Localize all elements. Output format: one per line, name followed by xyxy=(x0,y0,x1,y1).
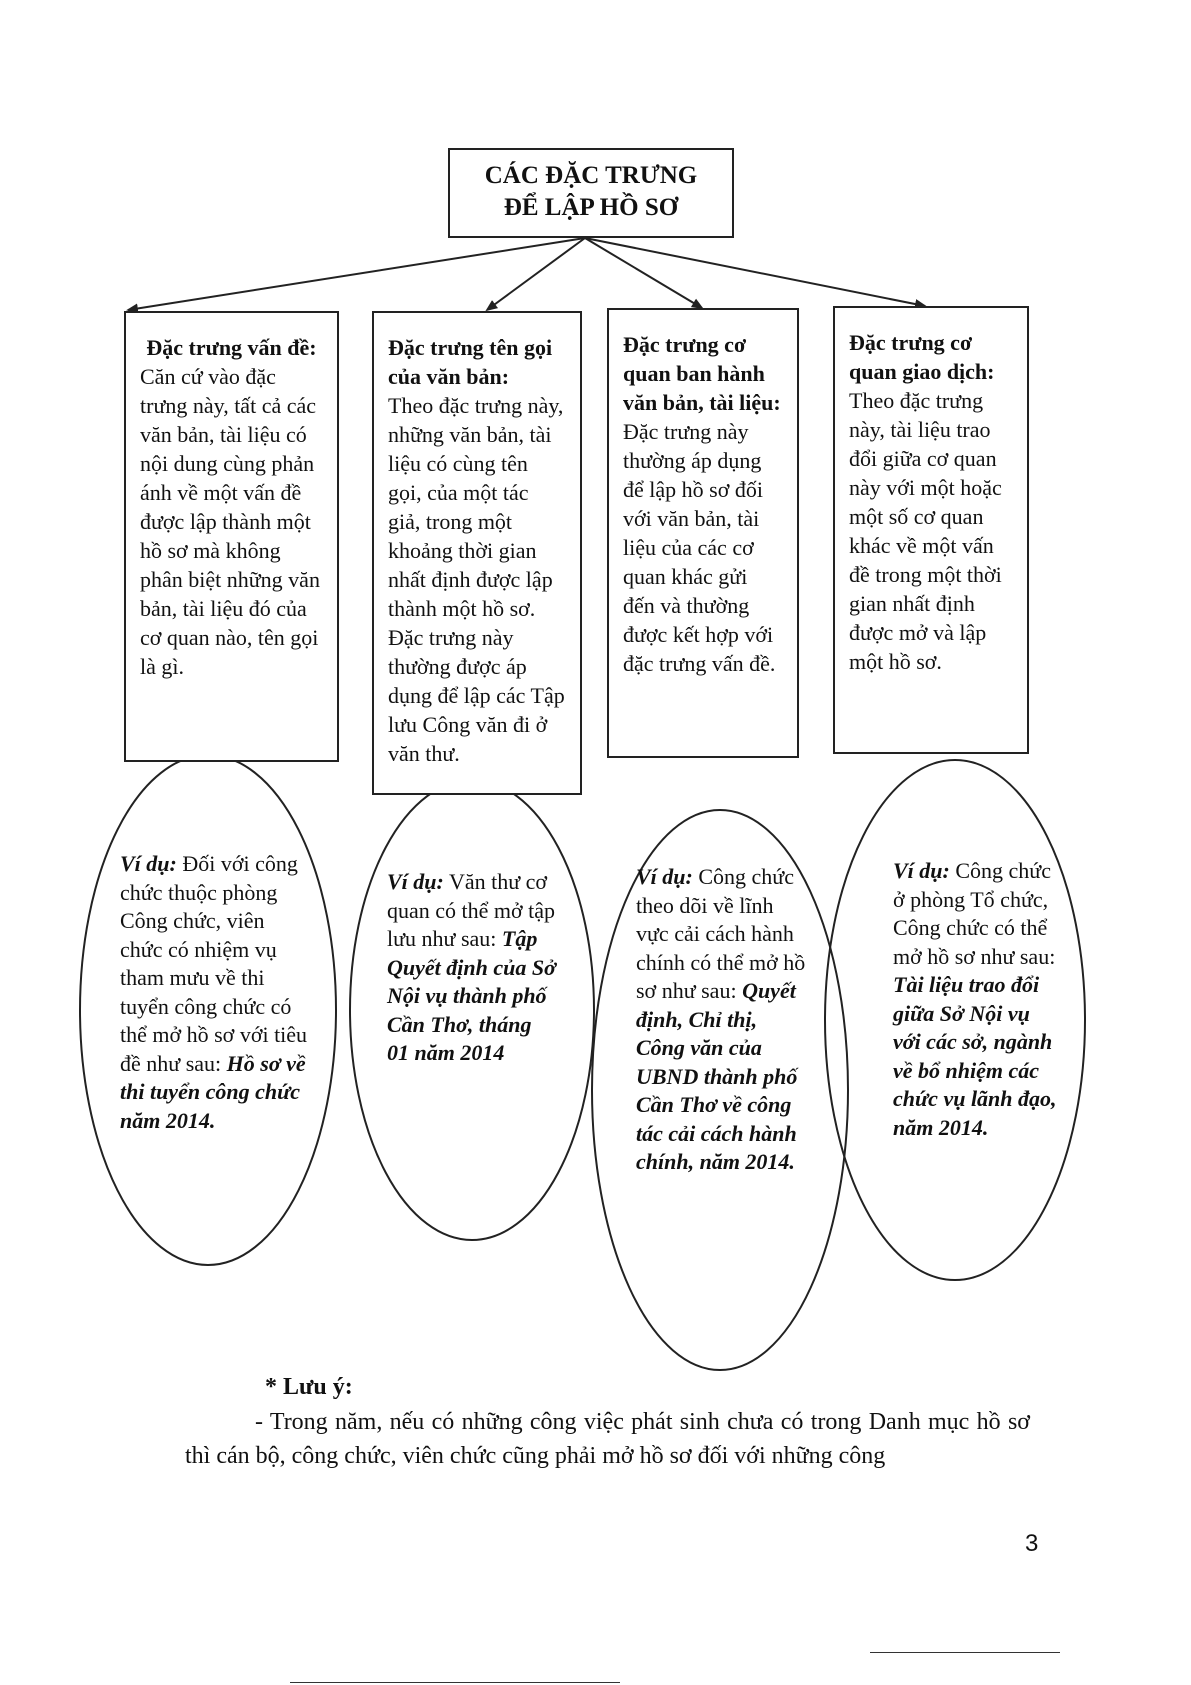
example-description: Văn thư cơ quan có thể mở tập lưu như sau: xyxy=(387,869,556,951)
note-title: * Lưu ý: xyxy=(265,1374,353,1400)
feature-box-issuing-agency xyxy=(607,308,799,758)
page-number: 3 xyxy=(1025,1530,1039,1557)
arrow-to-feature-4 xyxy=(585,238,925,306)
example-description: Đối với công chức thuộc phòng Công chức, viên chức có nhiệm vụ tham mưu về thi tuyển công chức có thể mở hồ sơ với tiêu đề như sau: xyxy=(120,851,308,1076)
feature-description: Đặc trưng này thường áp dụng để lập hồ sơ đối với văn bản, tài liệu của các cơ quan khác gửi đến và thường được kết hợp với đặc trưng vấn đề. xyxy=(623,419,776,676)
arrow-to-feature-3 xyxy=(585,238,702,308)
feature-description: Theo đặc trưng này, tài liệu trao đổi giữa cơ quan này với một hoặc một số cơ quan khác về một vấn đề trong một thời gian nhất định được mở và lập một hồ sơ. xyxy=(849,388,1002,674)
feature-heading: Đặc trưng cơ quan ban hành văn bản, tài liệu: xyxy=(623,332,781,415)
feature-heading: Đặc trưng tên gọi của văn bản: xyxy=(388,335,553,389)
arrow-to-feature-2 xyxy=(487,238,585,310)
footer-rule xyxy=(870,1652,1060,1653)
feature-description: Căn cứ vào đặc trưng này, tất cả các văn bản, tài liệu có nội dung cùng phản ánh về một vấn đề được lập thành một hồ sơ mà không phân biệt những văn bản, tài liệu đó của cơ quan nào, tên gọi là gì. xyxy=(140,364,320,679)
bottom-rule xyxy=(290,1682,620,1683)
note-paragraph: - Trong năm, nếu có những công việc phát sinh chưa có trong Danh mục hồ sơ thì cán bộ, công chức, viên chức cũng phải mở hồ sơ đối với những công xyxy=(185,1409,1030,1469)
example-text-2 xyxy=(387,868,557,1068)
example-emphasis: Quyết định, Chỉ thị, Công văn của UBND thành phố Cần Thơ về công tác cải cách hành chính, năm 2014. xyxy=(636,978,798,1174)
feature-box-issue xyxy=(124,311,339,762)
feature-box-document-name xyxy=(372,311,582,795)
arrow-to-feature-1 xyxy=(128,238,585,310)
example-label: Ví dụ: xyxy=(893,858,950,883)
diagram-title-box xyxy=(448,148,734,238)
feature-heading: Đặc trưng vấn đề: xyxy=(146,335,317,360)
example-emphasis: Tập Quyết định của Sở Nội vụ thành phố Cần Thơ, tháng 01 năm 2014 xyxy=(387,926,556,1065)
example-text-1 xyxy=(120,850,310,1135)
feature-heading: Đặc trưng cơ quan giao dịch: xyxy=(849,330,995,384)
example-text-4 xyxy=(893,857,1063,1142)
feature-description: Theo đặc trưng này, những văn bản, tài liệu có cùng tên gọi, của một tác giả, trong một khoảng thời gian nhất định được lập thành một hồ sơ. Đặc trưng này thường được áp dụng để lập các Tập lưu Công văn đi ở văn thư. xyxy=(388,393,565,766)
example-label: Ví dụ: xyxy=(120,851,177,876)
example-label: Ví dụ: xyxy=(636,864,693,889)
example-emphasis: Hồ sơ về thi tuyển công chức năm 2014. xyxy=(120,1050,306,1133)
example-emphasis: Tài liệu trao đổi giữa Sở Nội vụ với các sở, ngành về bổ nhiệm các chức vụ lãnh đạo, năm 2014. xyxy=(893,972,1057,1140)
example-text-3 xyxy=(636,863,806,1177)
example-label: Ví dụ: xyxy=(387,869,444,894)
example-description: Công chức theo dõi về lĩnh vực cải cách hành chính có thể mở hồ sơ như sau: xyxy=(636,864,806,1003)
example-description: Công chức ở phòng Tổ chức, Công chức có thể mở hồ sơ như sau: xyxy=(893,858,1056,969)
diagram-title-line1: CÁC ĐẶC TRƯNG xyxy=(484,162,698,189)
diagram-title-line2: ĐỂ LẬP HỒ SƠ xyxy=(503,194,679,221)
feature-box-correspondent-agency xyxy=(833,306,1029,754)
